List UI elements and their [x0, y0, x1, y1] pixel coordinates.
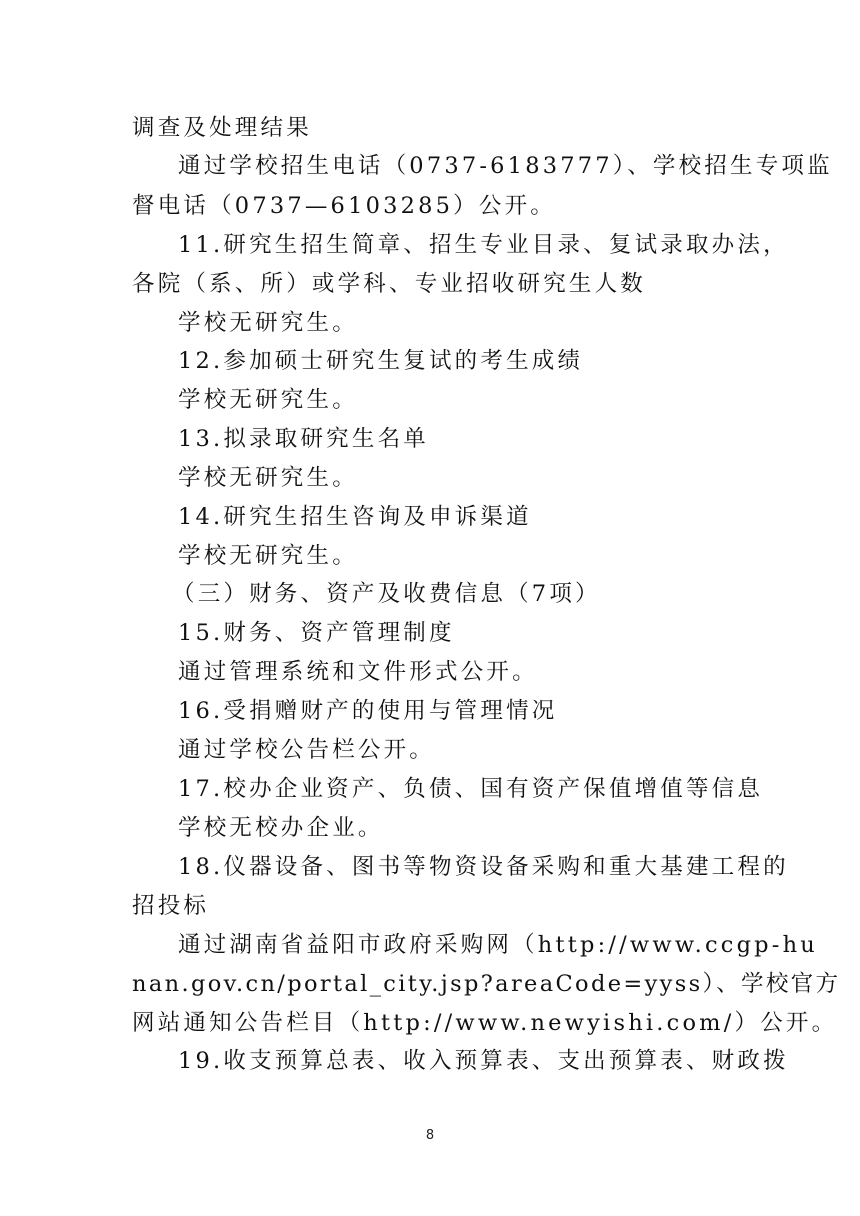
section-heading: 各院（系、所）或学科、专业招收研究生人数: [132, 271, 647, 297]
page-number: 8: [425, 1128, 435, 1143]
text-line: 通过学校招生电话（0737-6183777）、学校招生专项监: [178, 153, 833, 179]
section-heading: 11.研究生招生简章、招生专业目录、复试录取办法，: [178, 232, 789, 258]
text-line: 通过学校公告栏公开。: [178, 737, 436, 763]
section-heading: 16.受捐赠财产的使用与管理情况: [178, 698, 558, 724]
section-heading: 17.校办企业资产、负债、国有资产保值增值等信息: [178, 776, 764, 802]
text-line: 网站通知公告栏目（http://www.newyishi.com/）公开。: [132, 1010, 838, 1036]
text-line: 通过湖南省益阳市政府采购网（http://www.ccgp-hu: [178, 932, 818, 958]
text-line: 学校无校办企业。: [178, 815, 384, 841]
text-line: 学校无研究生。: [178, 310, 358, 336]
text-line: 学校无研究生。: [178, 465, 358, 491]
text-line: 学校无研究生。: [178, 543, 358, 569]
section-heading: （三）财务、资产及收费信息（7项）: [172, 581, 601, 607]
text-line: 通过管理系统和文件形式公开。: [178, 659, 538, 685]
section-heading: 14.研究生招生咨询及申诉渠道: [178, 504, 532, 530]
section-heading: 18.仪器设备、图书等物资设备采购和重大基建工程的: [178, 854, 789, 880]
text-line: nan.gov.cn/portal_city.jsp?areaCode=yyss）、学校官方: [132, 971, 841, 997]
text-line: 调查及处理结果: [132, 115, 312, 141]
section-heading: 招投标: [132, 893, 210, 919]
section-heading: 19.收支预算总表、收入预算表、支出预算表、财政拨: [178, 1048, 789, 1074]
text-line: 督电话（0737—6103285）公开。: [132, 193, 556, 219]
section-heading: 13.拟录取研究生名单: [178, 426, 429, 452]
section-heading: 15.财务、资产管理制度: [178, 620, 455, 646]
text-line: 学校无研究生。: [178, 387, 358, 413]
section-heading: 12.参加硕士研究生复试的考生成绩: [178, 348, 584, 374]
